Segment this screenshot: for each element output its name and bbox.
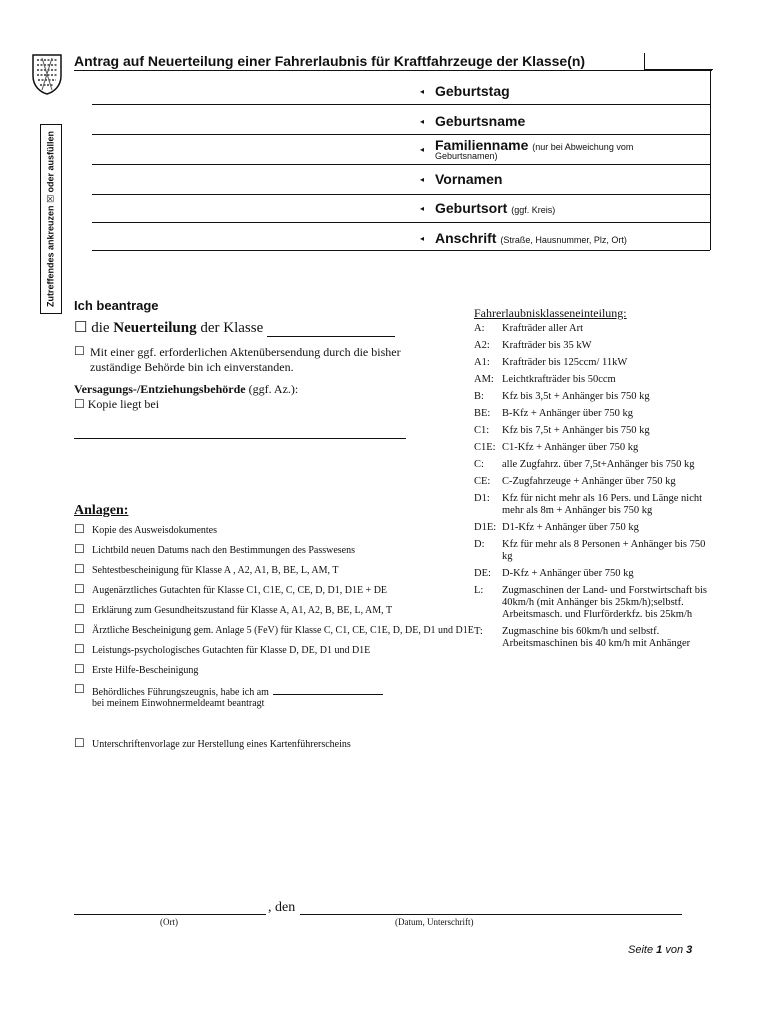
- field-marker-icon: ◂: [420, 234, 425, 243]
- annex-item[interactable]: ☐ Lichtbild neuen Datums nach den Bestimmungen des Passwesens: [74, 542, 356, 556]
- class-code: C1E:: [474, 442, 496, 453]
- class-row: [474, 356, 714, 373]
- field-marker-icon: ◂: [420, 117, 425, 126]
- class-description: C1-Kfz + Anhänger über 750 kg: [502, 442, 639, 453]
- fuehrungszeugnis-date-blank[interactable]: [273, 685, 383, 695]
- class-code: D:: [474, 539, 485, 550]
- class-code: D1:: [474, 493, 490, 504]
- field-label-geburtsname: Geburtsname: [435, 113, 526, 129]
- class-row: [474, 521, 714, 538]
- checkbox-icon[interactable]: ☐: [74, 602, 85, 616]
- class-description: Kfz für nicht mehr als 16 Pers. und Länge nicht mehr als 8m + Anhänger bis 750 kg: [502, 493, 703, 516]
- class-description: Zugmaschine bis 60km/h und selbstf. Arbeitsmaschinen bis 40 km/h mit Anhänger: [502, 626, 691, 649]
- annex-item[interactable]: ☐ Erste Hilfe-Bescheinigung: [74, 662, 199, 676]
- field-note-anschrift: (Straße, Hausnummer, Plz, Ort): [500, 235, 627, 245]
- coat-of-arms-icon: [30, 52, 64, 96]
- field-line-vornamen[interactable]: [92, 194, 710, 195]
- class-code: AM:: [474, 374, 494, 385]
- annex-item[interactable]: ☐ Leistungs-psychologisches Gutachten für Klasse D, DE, D1 und D1E: [74, 642, 371, 656]
- field-label-familienname: Familienname (nur bei Abweichung vom: [435, 137, 634, 153]
- place-input-line[interactable]: [74, 914, 266, 915]
- field-marker-icon: ◂: [420, 87, 425, 96]
- checkbox-icon[interactable]: ☐: [74, 562, 85, 576]
- class-row: [474, 458, 714, 475]
- instruction-side-label: [40, 124, 62, 314]
- checkbox-icon[interactable]: ☐: [74, 344, 85, 358]
- class-description: Krafträder aller Art: [502, 323, 584, 334]
- field-sub-familienname: Geburtsnamen): [435, 151, 498, 161]
- class-code: T:: [474, 626, 483, 637]
- field-line-anschrift[interactable]: [92, 250, 710, 251]
- class-description: Krafträder bis 35 kW: [502, 340, 592, 351]
- class-description: Kfz bis 3,5t + Anhänger bis 750 kg: [502, 391, 650, 402]
- class-input-blank[interactable]: [644, 53, 713, 70]
- class-description: Kfz für mehr als 8 Personen + Anhänger bis 750 kg: [502, 539, 706, 562]
- class-code: A1:: [474, 357, 490, 368]
- annex-item[interactable]: ☐ Augenärztliches Gutachten für Klasse C1, C1E, C, CE, D, D1, D1E + DE: [74, 582, 388, 596]
- class-description: alle Zugfahrz. über 7,5t+Anhänger bis 750 kg: [502, 459, 695, 470]
- field-label-vornamen: Vornamen: [435, 171, 503, 187]
- checkbox-icon[interactable]: ☐: [74, 397, 85, 411]
- annex-item[interactable]: ☐ Erklärung zum Gesundheitszustand für Klasse A, A1, A2, B, BE, L, AM, T: [74, 602, 393, 616]
- class-row: [474, 567, 714, 584]
- field-marker-icon: ◂: [420, 145, 425, 154]
- class-code: BE:: [474, 408, 491, 419]
- field-box-edge: [710, 70, 711, 250]
- class-row: [474, 625, 714, 654]
- checkbox-icon[interactable]: ☐: [74, 642, 85, 656]
- class-code: C:: [474, 459, 484, 470]
- copy-enclosed[interactable]: ☐ Kopie liegt bei: [74, 397, 160, 411]
- class-row: [474, 407, 714, 424]
- field-line-geburtstag[interactable]: [92, 104, 710, 105]
- field-label-geburtsort: Geburtsort (ggf. Kreis): [435, 200, 556, 216]
- class-code: C1:: [474, 425, 490, 436]
- class-row: [474, 538, 714, 567]
- field-marker-icon: ◂: [420, 175, 425, 184]
- den-label: , den: [268, 900, 296, 915]
- field-note-familienname: (nur bei Abweichung vom: [532, 142, 634, 152]
- class-row: [474, 322, 714, 339]
- field-label-anschrift: Anschrift (Straße, Hausnummer, Plz, Ort): [435, 230, 627, 246]
- class-description: Leichtkrafträder bis 50ccm: [502, 374, 616, 385]
- place-caption: (Ort): [160, 917, 178, 927]
- field-note-geburtsort: (ggf. Kreis): [511, 205, 556, 215]
- checkbox-icon[interactable]: ☐: [74, 542, 85, 556]
- class-table: [474, 322, 714, 654]
- request-heading: Ich beantrage: [74, 298, 159, 313]
- annex-item[interactable]: ☐ Ärztliche Bescheinigung gem. Anlage 5 (FeV) für Klasse C, C1, CE, C1E, D, DE, D1 und D1E: [74, 622, 474, 636]
- class-description: B-Kfz + Anhänger über 750 kg: [502, 408, 634, 419]
- field-line-familienname[interactable]: [92, 164, 710, 165]
- request-akten-consent[interactable]: ☐ Mit einer ggf. erforderlichen Aktenübersendung durch die bisher zuständige Behörde bin ich einverstanden.: [74, 344, 401, 374]
- annex-heading: Anlagen:: [74, 503, 129, 518]
- class-description: D-Kfz + Anhänger über 750 kg: [502, 568, 634, 579]
- field-marker-icon: ◂: [420, 204, 425, 213]
- checkbox-icon[interactable]: ☐: [74, 582, 85, 596]
- class-table-heading: Fahrerlaubnisklasseneinteilung:: [474, 306, 627, 320]
- class-code: D1E:: [474, 522, 497, 533]
- field-line-geburtsort[interactable]: [92, 222, 710, 223]
- field-label-geburtstag: Geburtstag: [435, 83, 510, 99]
- request-class-blank[interactable]: [267, 322, 395, 337]
- class-row: [474, 373, 714, 390]
- class-description: Kfz bis 7,5t + Anhänger bis 750 kg: [502, 425, 650, 436]
- class-row: [474, 584, 714, 625]
- class-description: C-Zugfahrzeuge + Anhänger über 750 kg: [502, 476, 676, 487]
- class-code: A:: [474, 323, 485, 334]
- annex-list: [74, 522, 474, 759]
- checkbox-icon[interactable]: ☐: [74, 736, 85, 750]
- annex-item[interactable]: ☐ Kopie des Ausweisdokumentes: [74, 522, 217, 536]
- request-neuerteilung[interactable]: ☐ die Neuerteilung der Klasse: [74, 318, 395, 337]
- title-divider: [74, 70, 712, 71]
- date-signature-caption: (Datum, Unterschrift): [395, 917, 474, 927]
- authority-label: Versagungs-/Entziehungsbehörde (ggf. Az.):: [74, 382, 299, 396]
- class-description: Krafträder bis 125ccm/ 11kW: [502, 357, 628, 368]
- class-row: [474, 492, 714, 521]
- page-number: Seite 1 von 3: [628, 944, 693, 956]
- authority-input-line[interactable]: [74, 438, 406, 439]
- class-row: [474, 339, 714, 356]
- annex-item[interactable]: ☐ Sehtestbescheinigung für Klasse A , A2, A1, B, BE, L, AM, T: [74, 562, 339, 576]
- date-signature-input-line[interactable]: [300, 914, 682, 915]
- checkbox-icon[interactable]: ☐: [74, 522, 85, 536]
- instruction-side-label-text: Zutreffendes ankreuzen ☒ oder ausfüllen: [45, 130, 56, 308]
- checkbox-icon[interactable]: ☐: [74, 320, 88, 336]
- class-code: L:: [474, 585, 484, 596]
- annex-item[interactable]: ☐ Behördliches Führungszeugnis, habe ich am bei meinem Einwohnermeldeamt beantragt: [74, 685, 474, 709]
- class-code: A2:: [474, 340, 490, 351]
- field-line-geburtsname[interactable]: [92, 134, 710, 135]
- checkbox-icon[interactable]: ☐: [74, 622, 85, 636]
- class-row: [474, 424, 714, 441]
- annex-item[interactable]: ☐ Unterschriftenvorlage zur Herstellung eines Kartenführerscheins: [74, 736, 351, 750]
- class-row: [474, 475, 714, 492]
- class-code: CE:: [474, 476, 491, 487]
- checkbox-icon[interactable]: ☐: [74, 662, 85, 676]
- form-title: Antrag auf Neuerteilung einer Fahrerlaubnis für Kraftfahrzeuge der Klasse(n): [74, 53, 586, 69]
- class-description: Zugmaschinen der Land- und Forstwirtschaft bis 40km/h (mit Anhänger bis 25km/h);selbstf. Arbeitsmasch. und Flurförderkfz. bis 25km/h: [502, 585, 707, 620]
- class-code: B:: [474, 391, 484, 402]
- class-description: D1-Kfz + Anhänger über 750 kg: [502, 522, 639, 533]
- class-row: [474, 390, 714, 407]
- checkbox-icon[interactable]: ☐: [74, 682, 85, 696]
- class-row: [474, 441, 714, 458]
- class-code: DE:: [474, 568, 491, 579]
